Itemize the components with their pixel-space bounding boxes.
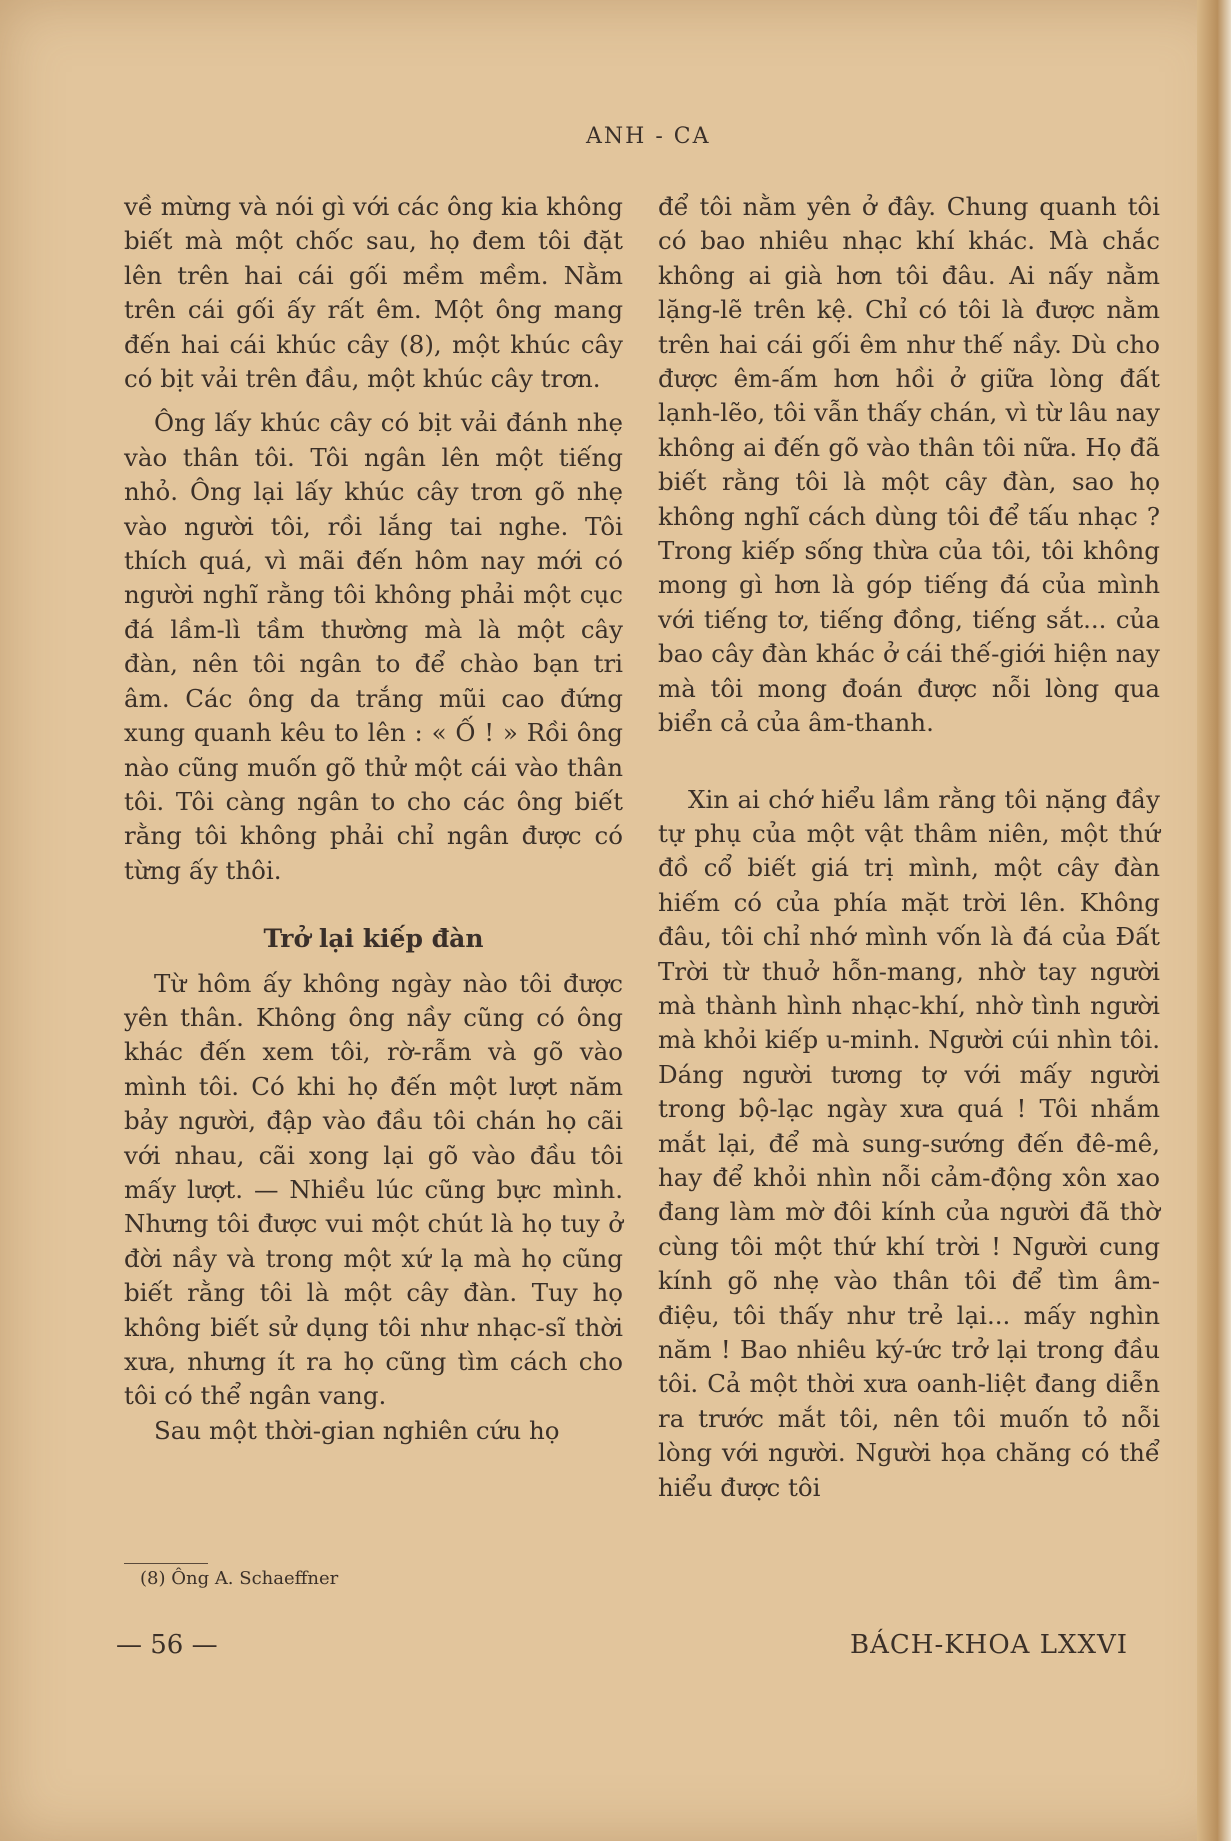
- right-column: [658, 190, 1160, 1505]
- paragraph: Xin ai chớ hiểu lầm rằng tôi nặng đầy tự phụ của một vật thâm niên, một thứ đồ cổ biết giá trị mình, một cây đàn hiếm có của phía mặt trời lên. Không đâu, tôi chỉ nhớ mình vốn là đá của Đất Trời từ thuở hỗn-mang, nhờ tay người mà thành hình nhạc-khí, nhờ tình người mà khỏi kiếp u-minh. Người cúi nhìn tôi. Dáng người tương tợ với mấy người trong bộ-lạc ngày xưa quá ! Tôi nhắm mắt lại, để mà sung-sướng đến đê-mê, hay để khỏi nhìn nỗi cảm-động xôn xao đang làm mờ đôi kính của người đã thờ cùng tôi một thứ khí trời ! Người cung kính gõ nhẹ vào thân tôi để tìm âm-điệu, tôi thấy như trẻ lại... mấy nghìn năm ! Bao nhiêu ký-ức trở lại trong đầu tôi. Cả một thời xưa oanh-liệt đang diễn ra trước mắt tôi, nên tôi muốn tỏ nỗi lòng với người. Người họa chăng có thể hiểu được tôi: [658, 784, 1160, 1502]
- paragraph: Từ hôm ấy không ngày nào tôi được yên thân. Không ông nầy cũng có ông khác đến xem tôi, rờ-rẫm và gõ vào mình tôi. Có khi họ đến một lượt năm bảy người, đập vào đầu tôi chán họ cãi với nhau, cãi xong lại gõ vào đầu tôi mấy lượt. — Nhiều lúc cũng bực mình. Nhưng tôi được vui một chút là họ tuy ở đời nầy và trong một xứ lạ mà họ cũng biết rằng tôi là một cây đàn. Tuy họ không biết sử dụng tôi như nhạc-sĩ thời xưa, nhưng ít ra họ cũng tìm cách cho tôi có thể ngân vang.: [124, 968, 623, 1411]
- footnote-rule: [124, 1563, 208, 1564]
- section-heading: Trở lại kiếp đàn: [263, 924, 484, 954]
- paragraph: Ông lấy khúc cây có bịt vải đánh nhẹ vào thân tôi. Tôi ngân lên một tiếng nhỏ. Ông lại lấy khúc cây trơn gõ nhẹ vào người tôi, rồi lắng tai nghe. Tôi thích quá, vì mãi đến hôm nay mới có người nghĩ rằng tôi không phải một cục đá lầm-lì tầm thường mà là một cây đàn, nên tôi ngân to để chào bạn tri âm. Các ông da trắng mũi cao đứng xung quanh kêu to lên : « Ố ! » Rồi ông nào cũng muốn gõ thử một cái vào thân tôi. Tôi càng ngân to cho các ông biết rằng tôi không phải chỉ ngân được có từng ấy thôi.: [124, 408, 623, 885]
- running-header: ANH - CA: [586, 124, 711, 149]
- page-edge: [1197, 0, 1231, 1841]
- left-column: [124, 190, 623, 1448]
- page-number: — 56 —: [116, 1630, 218, 1660]
- footnote: (8) Ông A. Schaeffner: [140, 1568, 339, 1589]
- paragraph: về mừng và nói gì với các ông kia không biết mà một chốc sau, họ đem tôi đặt lên trên hai cái gối mềm mềm. Nằm trên cái gối ấy rất êm. Một ông mang đến hai cái khúc cây (8), một khúc cây có bịt vải trên đầu, một khúc cây trơn.: [124, 192, 623, 394]
- paragraph: để tôi nằm yên ở đây. Chung quanh tôi có bao nhiêu nhạc khí khác. Mà chắc không ai già hơn tôi đâu. Ai nấy nằm lặng-lẽ trên kệ. Chỉ có tôi là được nằm trên hai cái gối êm như thế nầy. Dù cho được êm-ấm hơn hồi ở giữa lòng đất lạnh-lẽo, tôi vẫn thấy chán, vì từ lâu nay không ai đến gõ vào thân tôi nữa. Họ đã biết rằng tôi là một cây đàn, sao họ không nghĩ cách dùng tôi để tấu nhạc ? Trong kiếp sống thừa của tôi, tôi không mong gì hơn là góp tiếng đá của mình với tiếng tơ, tiếng đồng, tiếng sắt... của bao cây đàn khác ở cái thế-giới hiện nay mà tôi mong đoán được nỗi lòng qua biển cả của âm-thanh.: [658, 192, 1160, 738]
- paragraph: Sau một thời-gian nghiên cứu họ: [154, 1415, 560, 1445]
- journal-name: BÁCH-KHOA LXXVI: [850, 1630, 1129, 1660]
